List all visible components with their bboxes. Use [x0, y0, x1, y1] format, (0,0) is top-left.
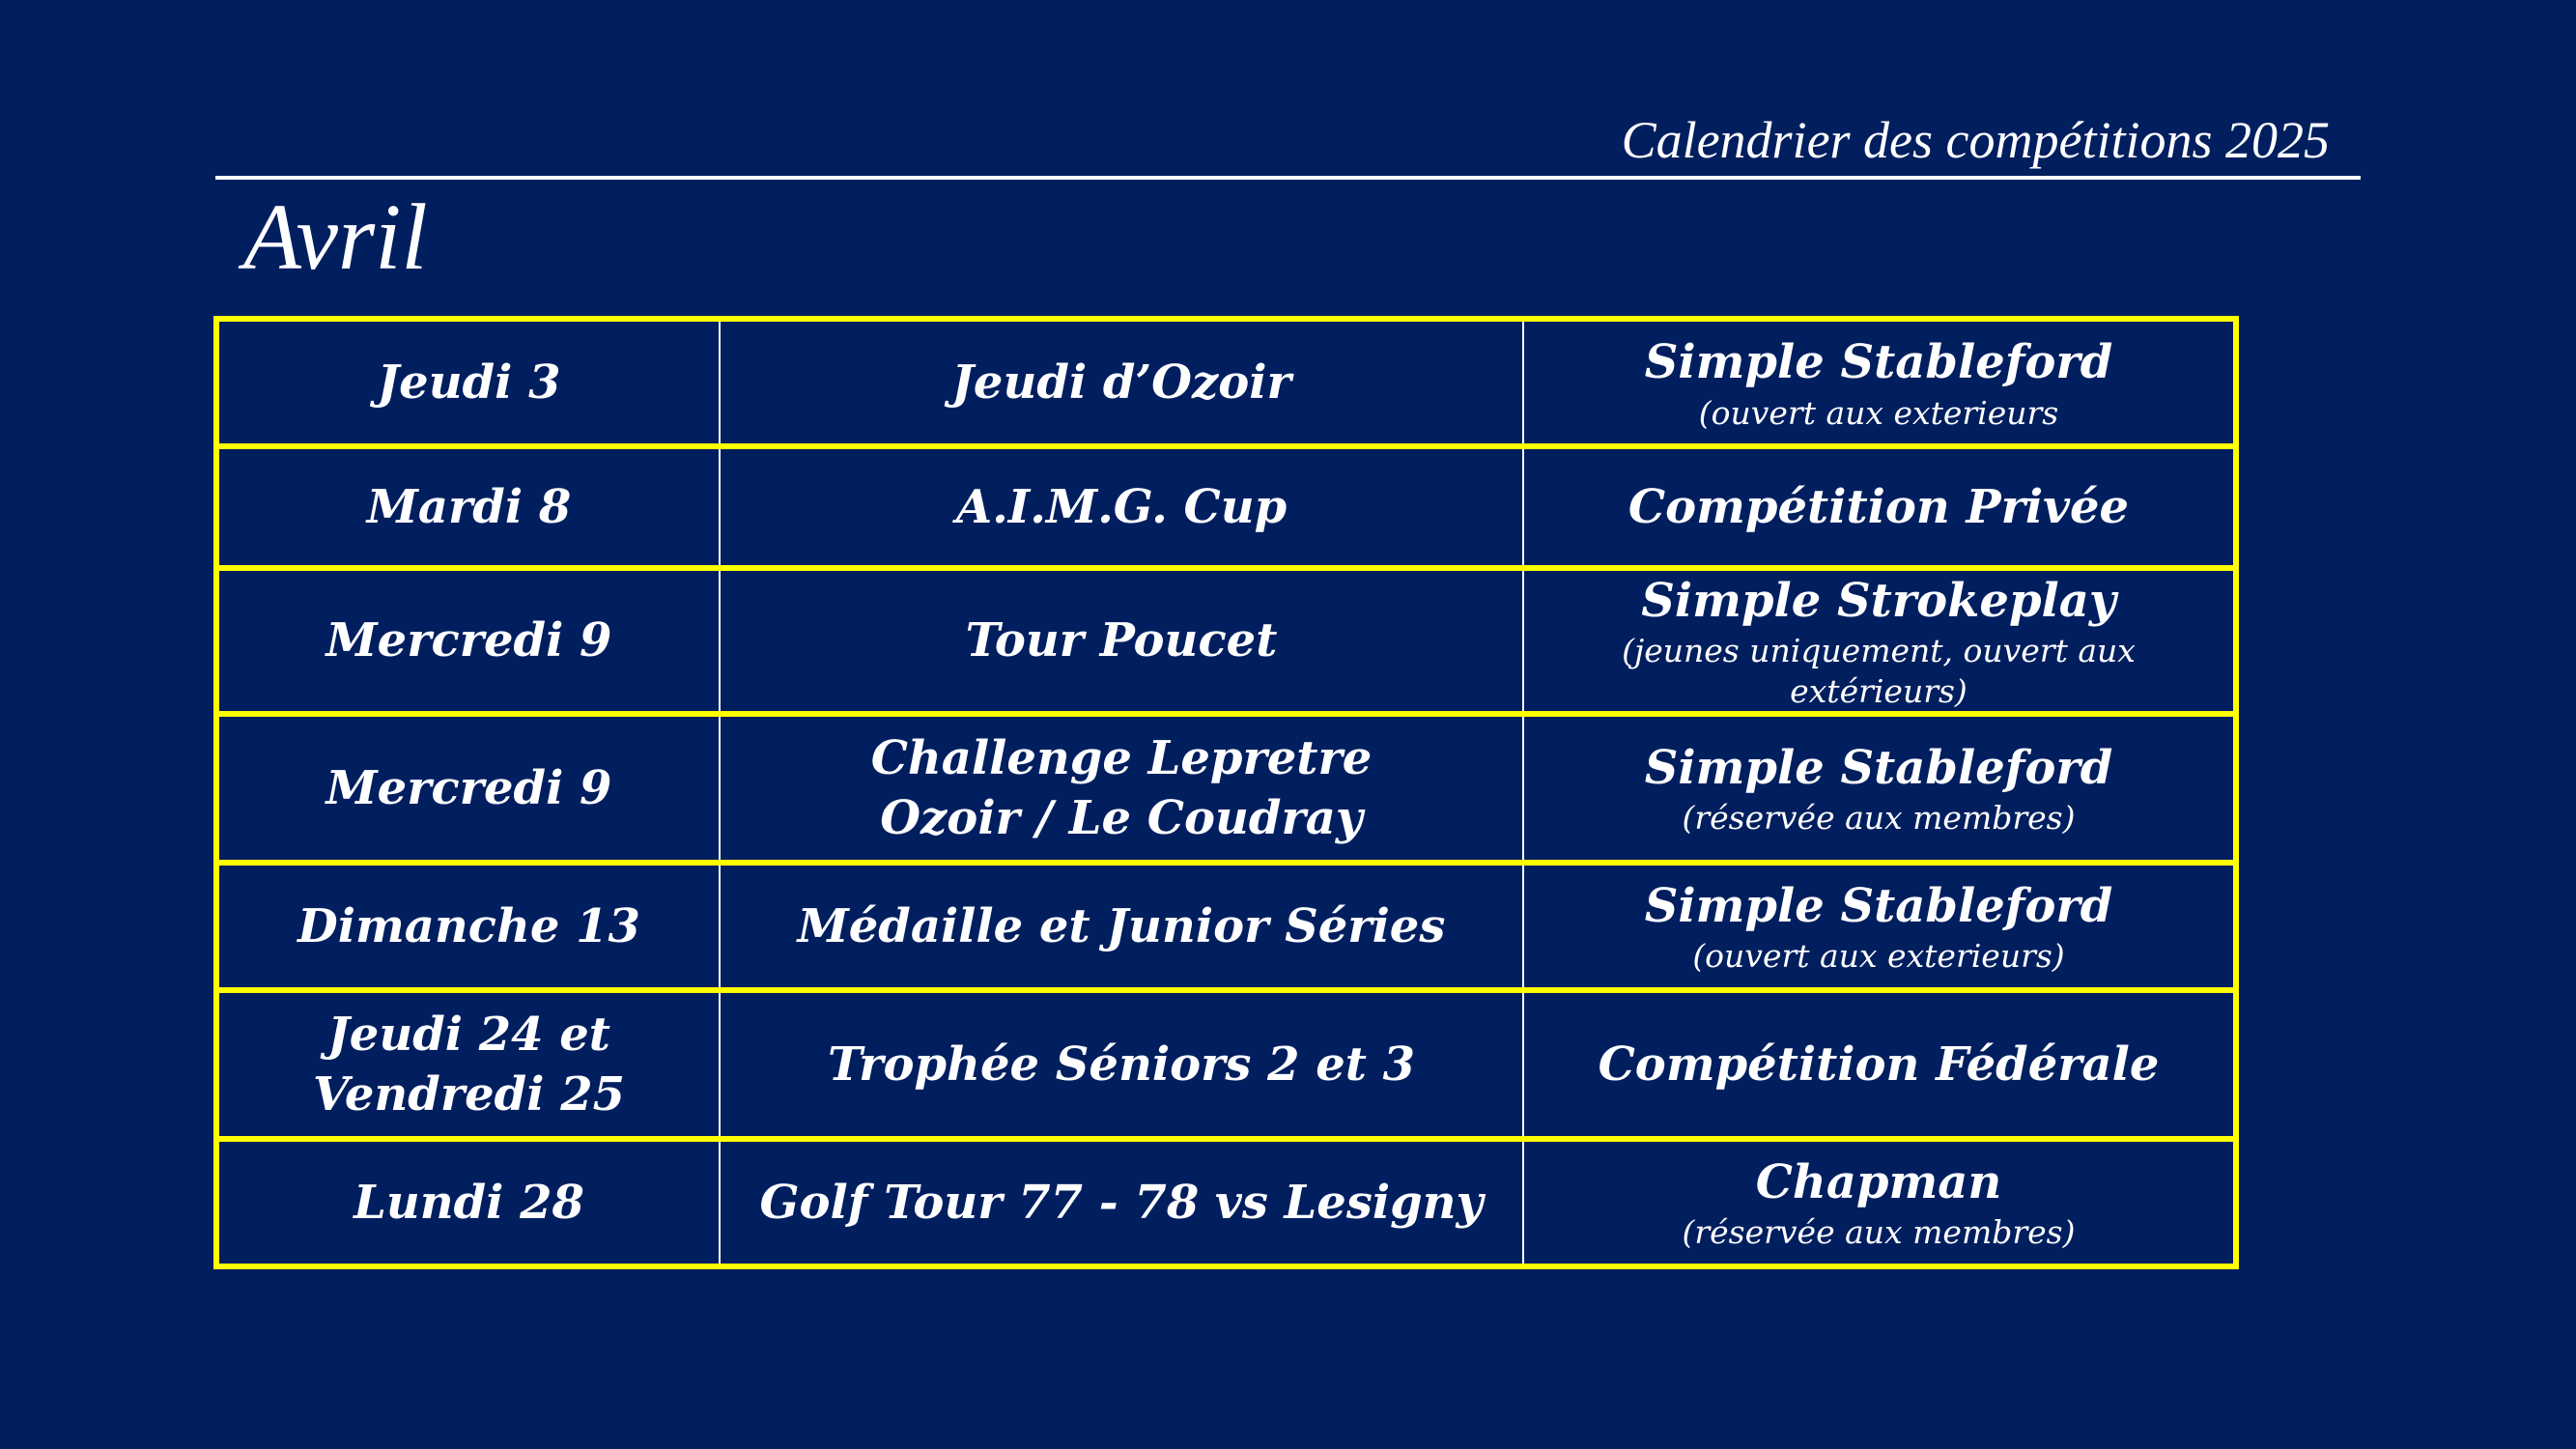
table-row — [216, 990, 2236, 1139]
table-row — [216, 863, 2236, 990]
event-date: Jeudi 3 — [216, 319, 720, 446]
event-date: Mercredi 9 — [216, 714, 720, 863]
event-name: Jeudi d’Ozoir — [720, 319, 1523, 446]
event-name: Trophée Séniors 2 et 3 — [720, 990, 1523, 1139]
event-date: Mardi 8 — [216, 446, 720, 568]
table-row — [216, 319, 2236, 446]
format-label: Simple Stableford — [1644, 335, 2113, 390]
table-row — [216, 568, 2236, 714]
event-date: Lundi 28 — [216, 1139, 720, 1266]
competition-table — [213, 316, 2239, 1269]
event-name: Challenge Lepretre Ozoir / Le Coudray — [720, 714, 1523, 863]
month-heading: Avril — [243, 185, 428, 290]
format-label: Compétition Fédérale — [1598, 1037, 2160, 1092]
format-label: Compétition Privée — [1628, 479, 2130, 534]
table-row — [216, 446, 2236, 568]
document-title: Calendrier des compétitions 2025 — [1621, 111, 2330, 169]
format-note: (ouvert aux exterieurs — [1698, 393, 2059, 432]
table-row — [216, 714, 2236, 863]
format-label: Simple Stableford — [1644, 741, 2113, 796]
event-format — [1523, 1139, 2236, 1266]
table-row — [216, 1139, 2236, 1266]
format-note: (réservée aux membres) — [1682, 799, 2076, 838]
event-name: Tour Poucet — [720, 568, 1523, 714]
format-label: Simple Stableford — [1644, 879, 2113, 934]
event-name: Golf Tour 77 - 78 vs Lesigny — [720, 1139, 1523, 1266]
event-date: Dimanche 13 — [216, 863, 720, 990]
event-date: Jeudi 24 et Vendredi 25 — [216, 990, 720, 1139]
format-label: Simple Strokeplay — [1641, 574, 2116, 628]
format-note: (jeunes uniquement, ouvert aux extérieurs) — [1622, 632, 2136, 710]
format-note: (ouvert aux exterieurs) — [1692, 937, 2065, 976]
event-format — [1523, 568, 2236, 714]
format-note: (réservée aux membres) — [1682, 1213, 2076, 1252]
event-format — [1523, 319, 2236, 446]
event-date: Mercredi 9 — [216, 568, 720, 714]
event-name: Médaille et Junior Séries — [720, 863, 1523, 990]
event-format — [1523, 863, 2236, 990]
event-name: A.I.M.G. Cup — [720, 446, 1523, 568]
format-label: Chapman — [1755, 1155, 2002, 1210]
header-divider — [215, 176, 2361, 180]
event-format — [1523, 990, 2236, 1139]
event-format — [1523, 714, 2236, 863]
event-format — [1523, 446, 2236, 568]
